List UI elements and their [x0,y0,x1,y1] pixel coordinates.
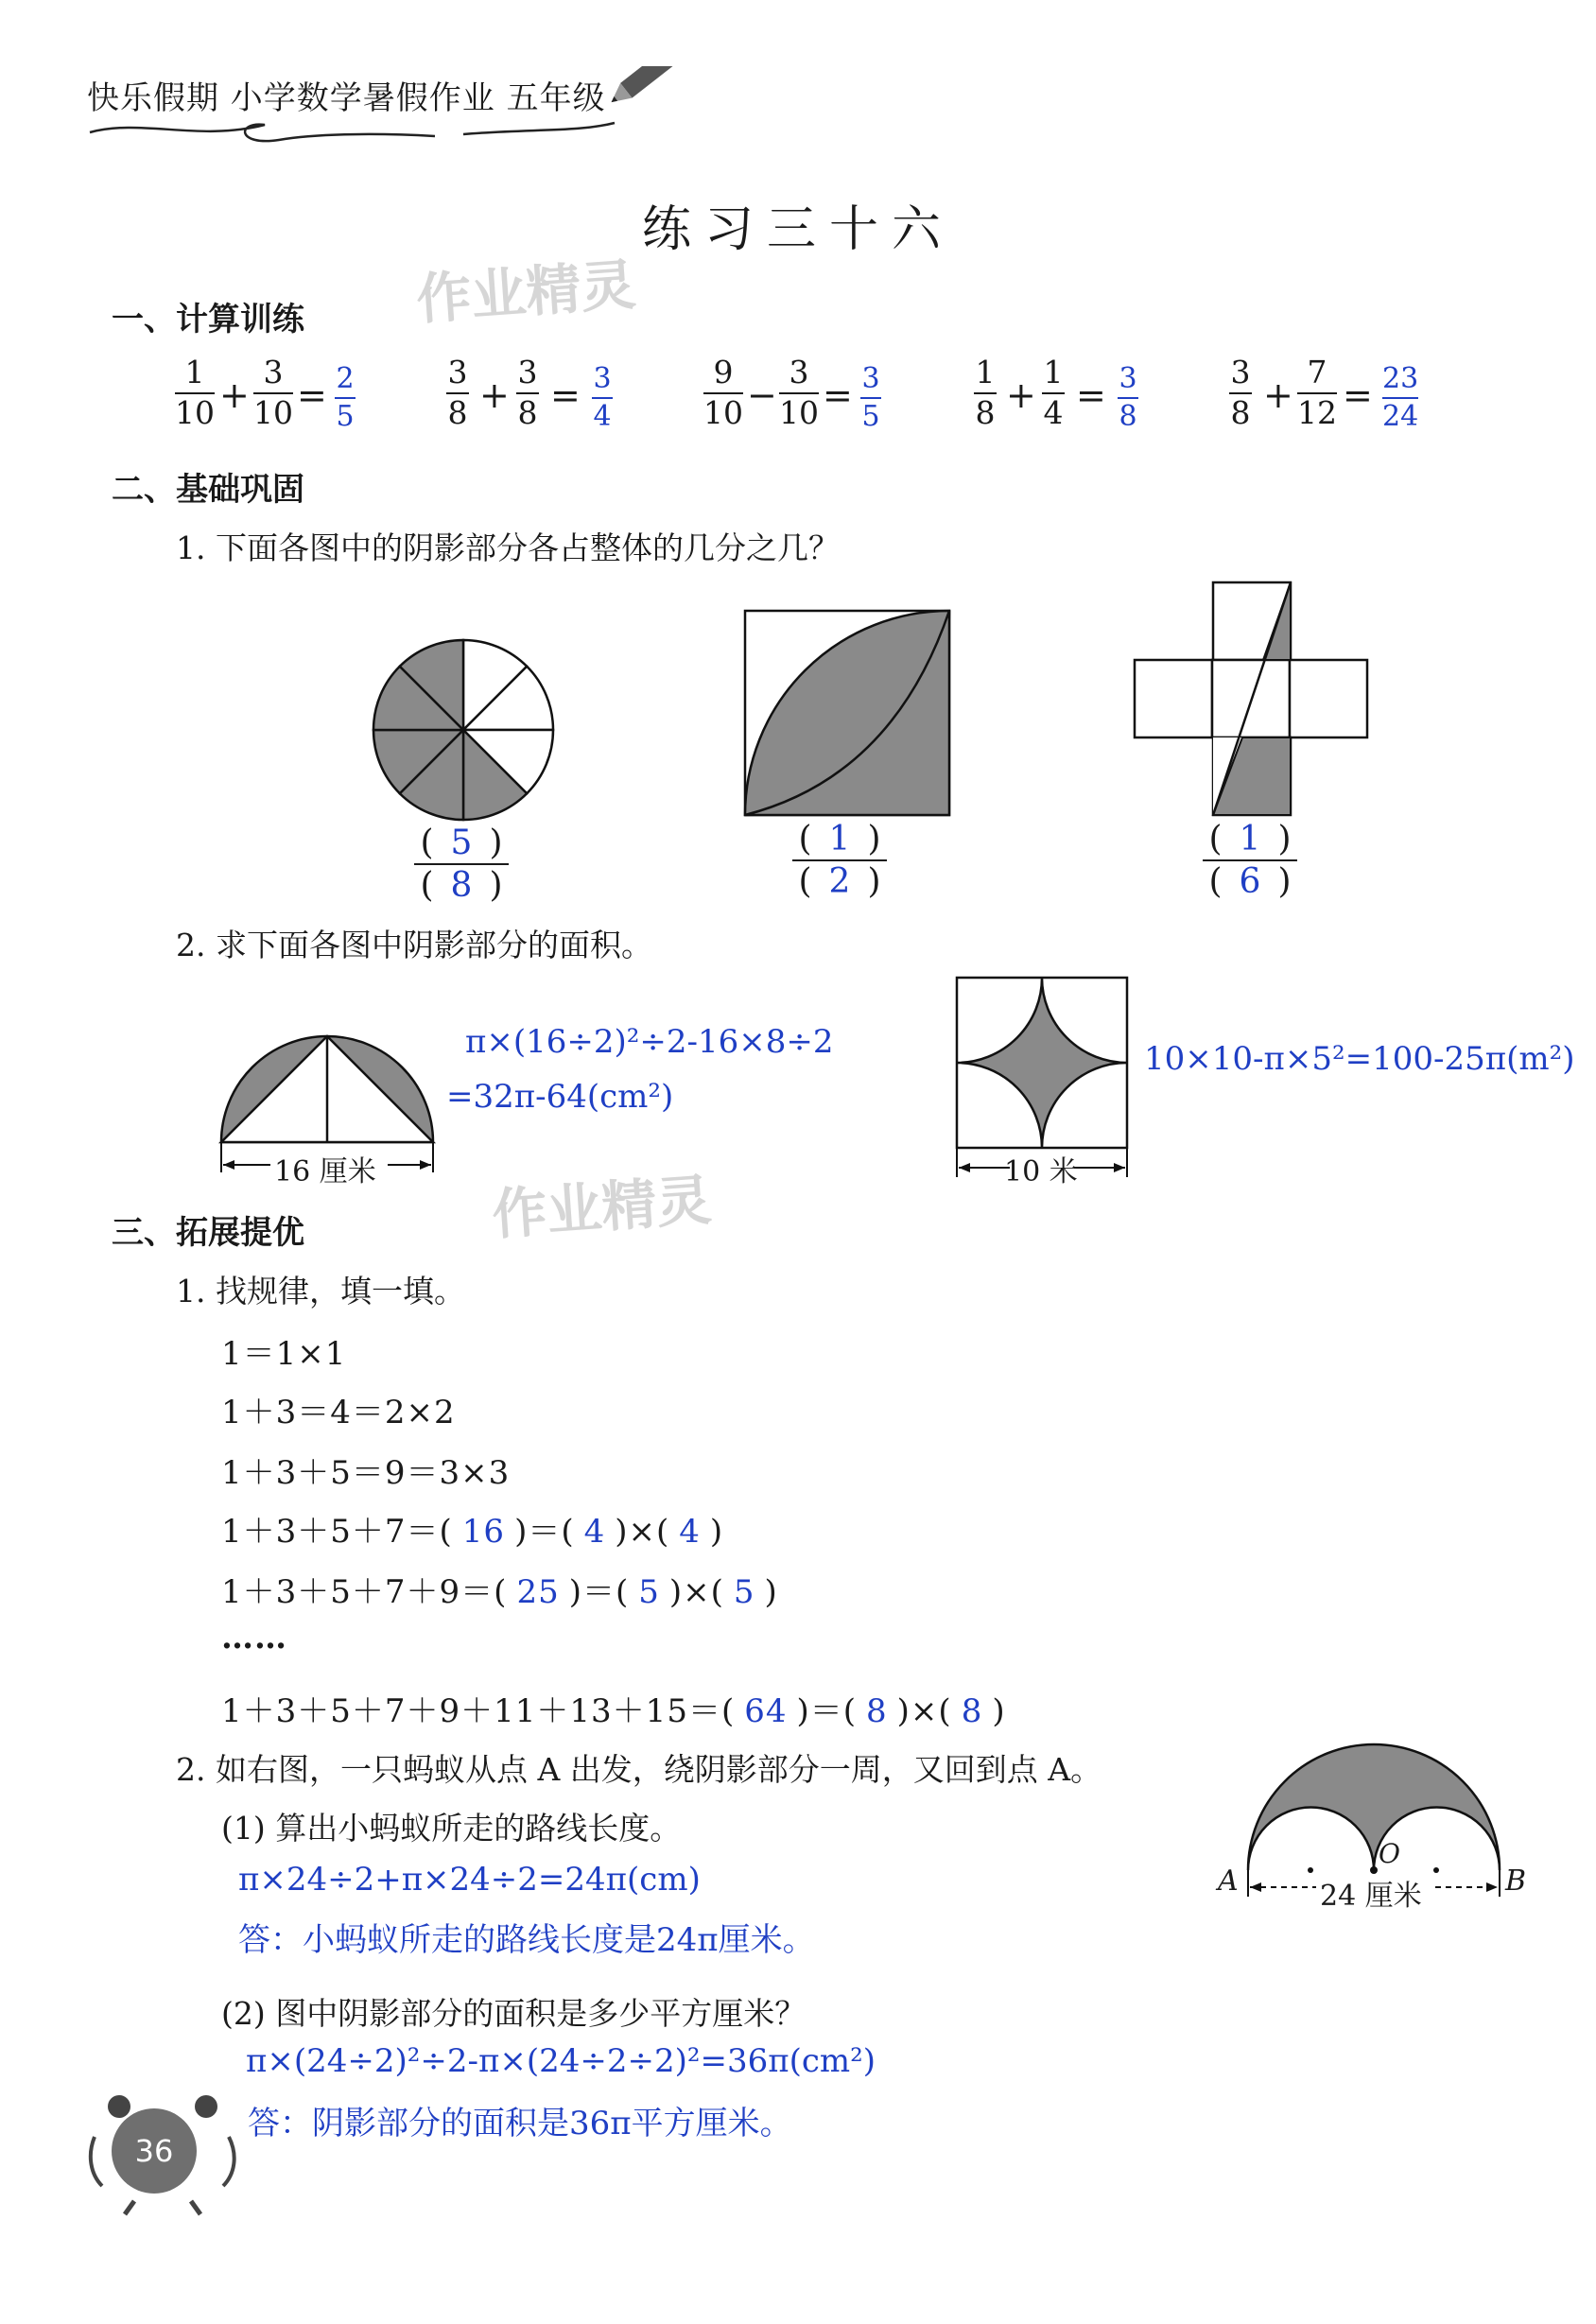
answer: 23 24 [1382,362,1419,433]
solution-line: π×(24÷2)²÷2-π×(24÷2÷2)²=36π(cm²) [246,2042,876,2080]
pattern-line: 1＝1×1 [221,1335,347,1373]
header-title: 快乐假期 小学数学暑假作业 五年级 [87,79,606,117]
pattern-line: 1＋3＋5＋7＝( 16 )＝( 4 )×( 4 ) [221,1513,724,1551]
pencil-icon [605,66,684,110]
answer-fraction: ( 5 ) ( 8 ) [414,823,509,906]
point-label-b: B [1505,1864,1527,1898]
dimension-label: 16 厘米 [274,1155,376,1188]
dimension-label: 10 米 [1004,1155,1078,1188]
question-part: (1) 算出小蚂蚁所走的路线长度。 [221,1810,682,1847]
section-heading: 三、拓展提优 [112,1214,304,1252]
pattern-line: 1＋3＋5＋7＋9＝( 25 )＝( 5 )×( 5 ) [221,1573,778,1611]
watermark: 作业精灵 [414,251,638,332]
section-heading: 一、计算训练 [112,301,304,338]
figure-circle-sectors [369,635,558,824]
header-swash [85,66,700,161]
figure-square-arcs [741,607,953,819]
solution-line: =32π-64(cm²) [446,1078,674,1116]
question-text: 2. 求下面各图中阴影部分的面积。 [176,927,652,963]
pattern-line: 1＋3＋5＝9＝3×3 [221,1454,511,1492]
answer: 3 5 [861,362,880,433]
answer: 2 5 [336,362,355,433]
question-text: 1. 下面各图中的阴影部分各占整体的几分之几？ [176,529,840,566]
answer-line: 答：小蚂蚁所走的路线长度是24π厘米。 [238,1921,815,1959]
watermark: 作业精灵 [490,1167,714,1247]
pattern-line: 1＋3＋5＋7＋9＋11＋13＋15＝( 64 )＝( 8 )×( 8 ) [221,1692,1006,1730]
answer-fraction: ( 1 ) ( 6 ) [1203,819,1297,902]
solution-line: π×24÷2+π×24÷2=24π(cm) [238,1861,701,1899]
answer: 3 8 [1119,362,1137,433]
question-text: 1. 找规律，填一填。 [176,1273,465,1309]
answer: 3 4 [593,362,612,433]
question-part: (2) 图中阴影部分的面积是多少平方厘米？ [221,1995,807,2032]
page-number: 36 [112,2108,197,2194]
question-text: 2. 如右图，一只蚂蚁从点 A 出发，绕阴影部分一周，又回到点 A。 [176,1751,1102,1788]
point-label-o: O [1379,1838,1400,1869]
page-title: 练习三十六 [641,201,954,258]
answer-fraction: ( 1 ) ( 2 ) [792,819,887,902]
solution-line: 10×10-π×5²=100-25π(m²) [1144,1040,1575,1078]
figure-cross [1131,579,1371,819]
dimension-label: 24 厘米 [1320,1880,1422,1913]
answer-line: 答：阴影部分的面积是36π平方厘米。 [248,2105,792,2142]
point-label-a: A [1218,1864,1239,1898]
pattern-line: 1＋3＝4＝2×2 [221,1394,456,1431]
ellipsis: …… [221,1619,287,1656]
solution-line: π×(16÷2)²÷2-16×8÷2 [465,1023,834,1061]
section-heading: 二、基础巩固 [112,471,304,509]
